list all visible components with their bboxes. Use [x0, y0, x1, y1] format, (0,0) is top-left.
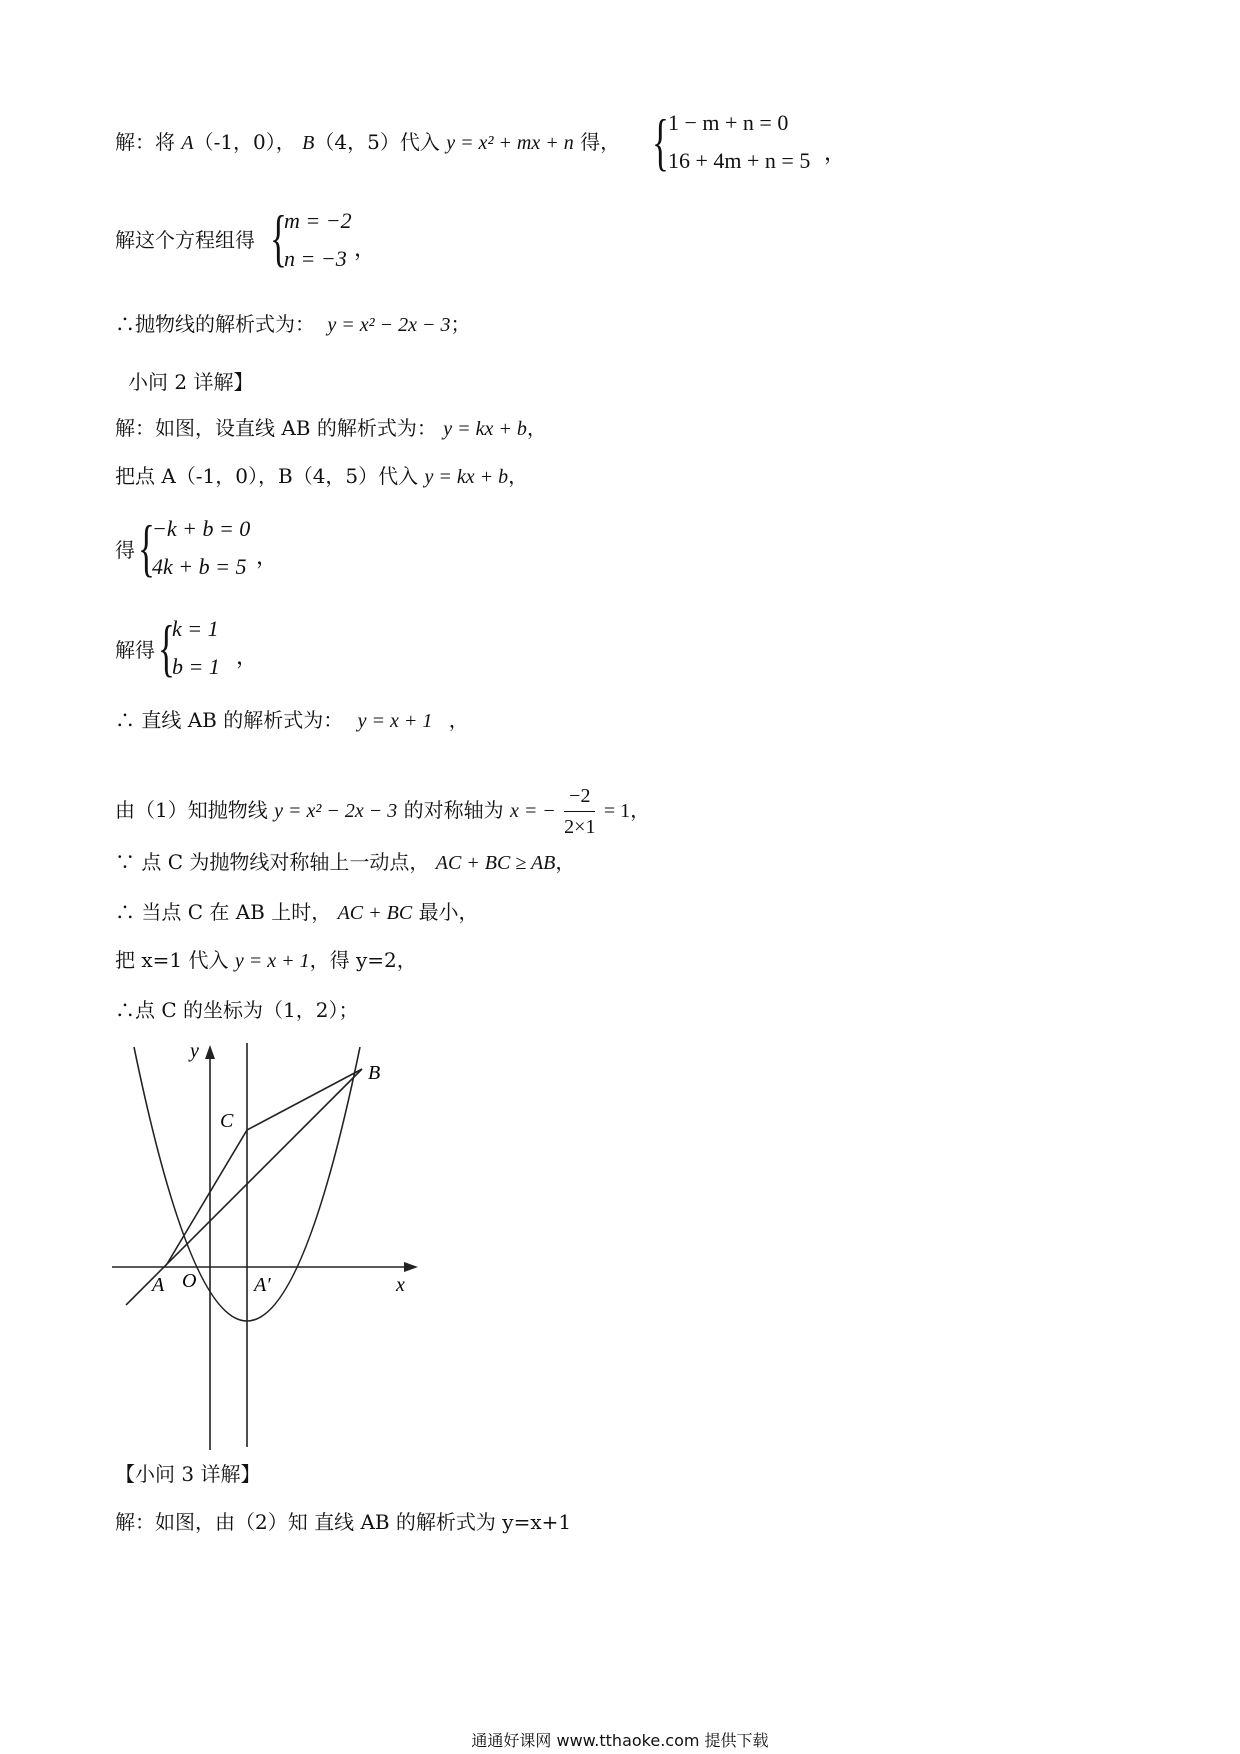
equation: 16 + 4m + n = 5: [668, 148, 811, 173]
therefore-line: ∴ 当点 C 在 AB 上时， AC + BC 最小，: [115, 900, 479, 924]
sys-prefix: 得: [115, 538, 135, 562]
y-axis-arrow: [205, 1045, 215, 1059]
step3-line: 解：如图，由（2）知 直线 AB 的解析式为 y=x+1: [115, 1510, 572, 1534]
left-brace: {: [138, 512, 155, 583]
sub2-title: 小问 2 详解】: [128, 370, 254, 394]
line-ab-conclusion: ∴ 直线 AB 的解析式为： y = x + 1 ，: [115, 708, 469, 732]
equation: m = −2: [284, 208, 352, 233]
func-expr: y = x² + mx + n: [446, 132, 574, 154]
left-brace: {: [158, 612, 175, 683]
left-brace: {: [652, 106, 669, 177]
equation: k = 1: [172, 616, 219, 641]
footer: 通通好课网 www.tthaoke.com 提供下载: [471, 1731, 769, 1750]
label-a-prime: A′: [254, 1274, 271, 1296]
axis-line: 由（1）知抛物线 y = x² − 2x − 3 的对称轴为 x = − $\frac{-2}{2\times 1}$ = 1，: [115, 785, 651, 838]
solve1-prefix: 解这个方程组得: [115, 228, 255, 252]
x-axis-arrow: [404, 1262, 418, 1272]
sol-prefix: 解得: [115, 638, 155, 662]
segment-cb: [247, 1069, 362, 1130]
label-x: x: [396, 1274, 405, 1296]
equation: −k + b = 0: [152, 516, 251, 541]
step2-line2: 把点 A（-1，0），B（4，5）代入 y = kx + b，: [115, 464, 529, 488]
equation: 1 − m + n = 0: [668, 110, 789, 135]
label-b: B: [368, 1062, 381, 1084]
label-o: O: [182, 1270, 197, 1292]
because-line: ∵ 点 C 为抛物线对称轴上一动点， AC + BC ≥ AB，: [115, 850, 576, 874]
left-brace: {: [270, 202, 287, 273]
substitute-line: 把 x=1 代入 y = x + 1，得 y=2，: [115, 948, 417, 972]
label-a: A: [152, 1274, 165, 1296]
equation: 4k + b = 5: [152, 554, 247, 579]
step2-line1: 解：如图，设直线 AB 的解析式为： y = kx + b，: [115, 416, 547, 440]
conclusion1: ∴抛物线的解析式为： y = x² − 2x − 3；: [115, 312, 471, 336]
coordinate-line: ∴点 C 的坐标为（1，2）；: [115, 998, 359, 1022]
fraction: $\frac{-2}{2\times 1}$: [564, 785, 596, 838]
equation: b = 1: [172, 654, 220, 679]
equation: n = −3: [284, 246, 347, 271]
label-c: C: [220, 1110, 234, 1132]
parabola-figure: [100, 1035, 430, 1455]
step1-line: 解：将 A（-1，0）， B（4，5）代入 y = x² + mx + n 得，: [115, 130, 621, 154]
sub3-title: 【小问 3 详解】: [115, 1462, 261, 1486]
label-y: y: [190, 1040, 199, 1062]
